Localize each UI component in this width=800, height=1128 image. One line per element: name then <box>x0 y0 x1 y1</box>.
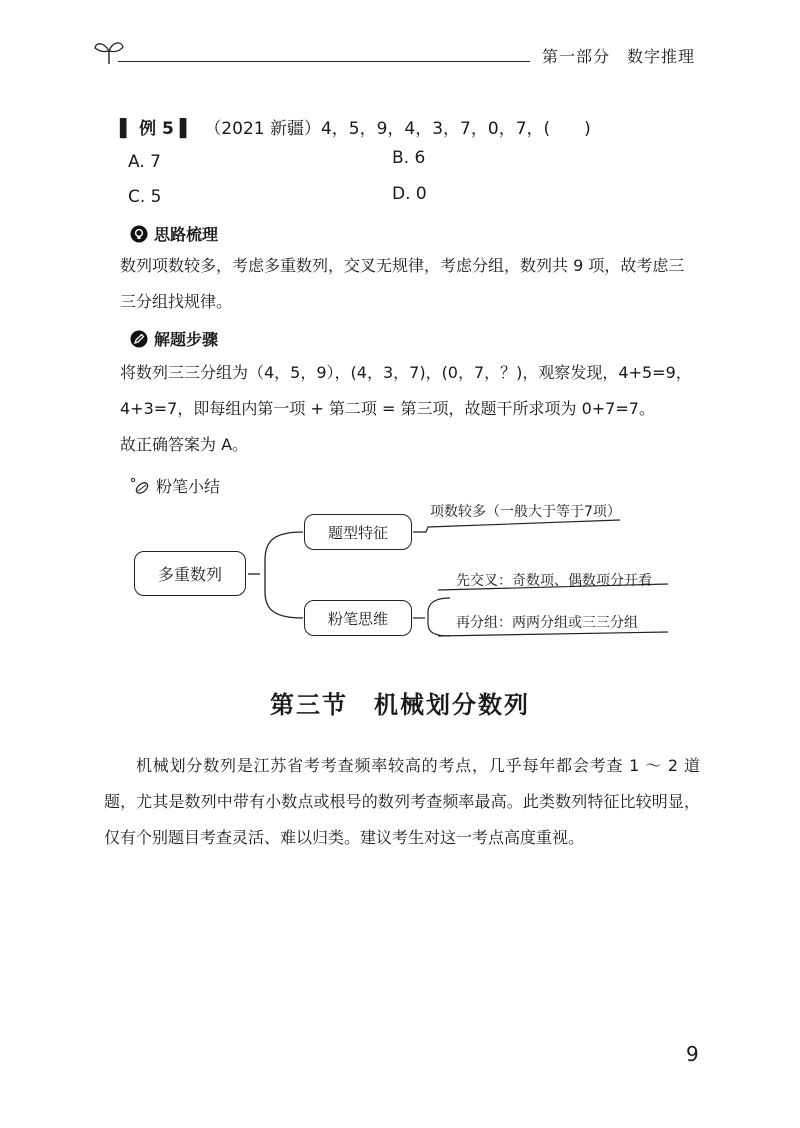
mindmap-branch: 粉笔思维 <box>304 600 412 636</box>
mindmap-branch: 题型特征 <box>304 514 412 550</box>
mindmap-leaf: 先交叉：奇数项、偶数项分开看 <box>456 573 652 589</box>
mindmap-leaf: 再分组：两两分组或三三分组 <box>456 615 638 631</box>
option-a: A. 7 <box>128 152 161 172</box>
example-tag-close: ▌ <box>179 119 193 139</box>
solution-line: 将数列三三分组为（4，5，9），(4，3，7)，(0，7，？)，观察发现，4+5=9， <box>120 363 692 382</box>
summary-heading <box>130 474 220 497</box>
solution-heading <box>130 327 218 350</box>
header-section-label: 第一部分 数字推理 <box>542 47 696 66</box>
solution-body <box>120 355 700 463</box>
solution-line: 4+3=7，即每组内第一项 + 第二项 = 第三项，故题干所求项为 0+7=7。 <box>120 399 655 418</box>
thinking-body <box>120 248 700 320</box>
example-question <box>120 114 591 139</box>
mindmap-leaf: 项数较多（一般大于等于7项） <box>430 504 621 520</box>
option-d: D. 0 <box>392 184 427 204</box>
thinking-heading <box>130 222 218 245</box>
thinking-line: 三分组找规律。 <box>120 292 233 311</box>
solution-title: 解题步骤 <box>154 330 219 349</box>
mindmap-root: 多重数列 <box>134 551 246 596</box>
section-title: 第三节 机械划分数列 <box>270 691 530 719</box>
chalk-icon <box>130 477 150 495</box>
header-rule <box>118 61 530 62</box>
solution-line: 故正确答案为 A。 <box>120 435 249 454</box>
summary-title: 粉笔小结 <box>156 477 221 496</box>
example-tag-open: ▌ <box>120 119 134 139</box>
pencil-badge-icon <box>130 330 148 348</box>
option-b: B. 6 <box>392 148 426 168</box>
page-number: 9 <box>686 1042 699 1066</box>
section-paragraph: 机械划分数列是江苏省考考查频率较高的考点，几乎每年都会考查 1 ～ 2 道题，尤其是数列中带有小数点或根号的数列考查频率最高。此类数列特征比较明显，仅有个别题目考查灵活、难以归类。建议考生对这一考点高度重视。 <box>104 756 700 847</box>
option-c: C. 5 <box>128 187 162 207</box>
lightbulb-icon <box>130 225 148 243</box>
example-tag: 例 5 <box>139 119 174 139</box>
thinking-title: 思路梳理 <box>154 225 219 244</box>
example-source: （2021 新疆）4，5，9，4，3，7，0，7，( ) <box>204 119 591 139</box>
thinking-line: 数列项数较多，考虑多重数列，交叉无规律，考虑分组，数列共 9 项，故考虑三 <box>120 256 685 275</box>
